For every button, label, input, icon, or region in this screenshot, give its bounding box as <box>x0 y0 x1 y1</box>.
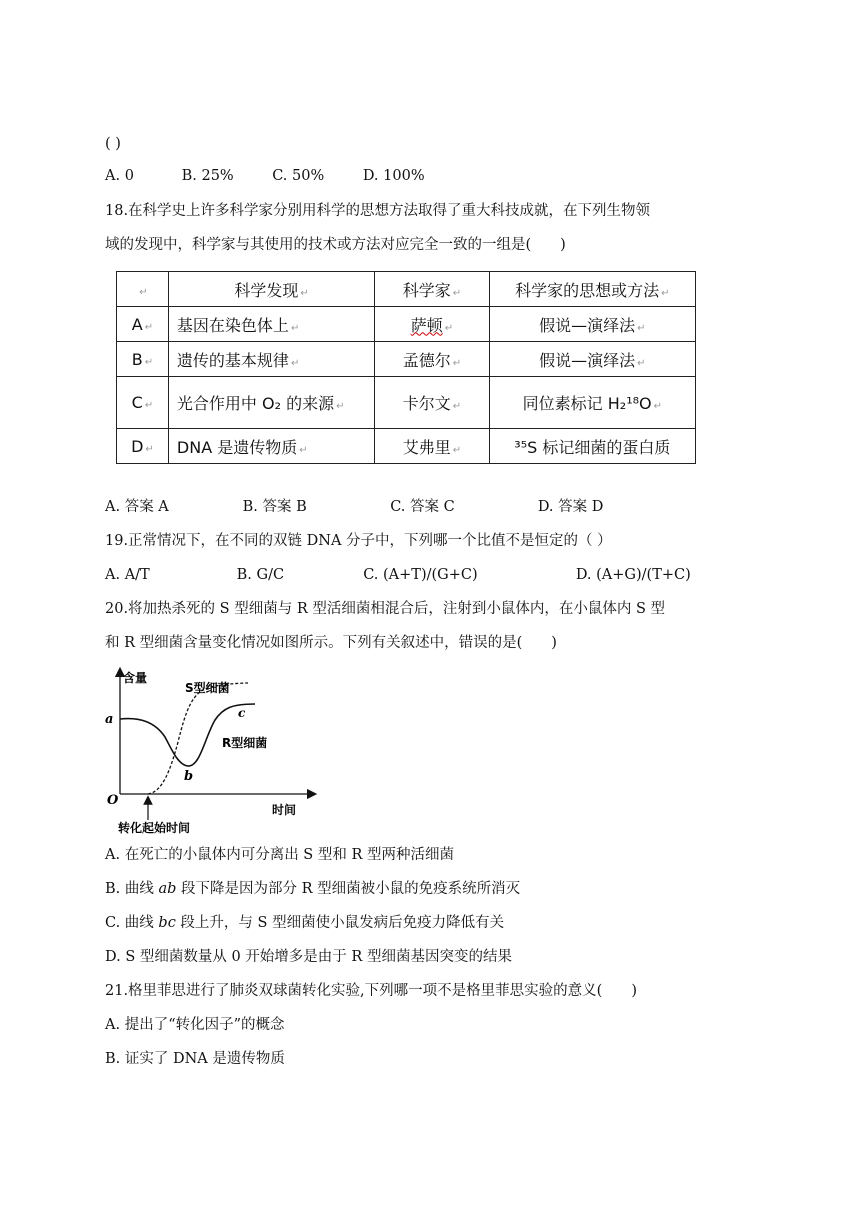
q18-option-d: D. 答案 D <box>537 499 604 515</box>
table-row <box>117 307 696 342</box>
q19-option-a: A. A/T <box>105 567 150 583</box>
q19-options <box>105 565 691 585</box>
q19-option-d: D. (A+G)/(T+C) <box>575 567 691 583</box>
row-discovery: 基因在染色体上 ↵ <box>168 307 374 342</box>
q18-table <box>116 271 696 464</box>
row-discovery: 遗传的基本规律 ↵ <box>168 342 374 377</box>
point-b-label: b <box>184 769 194 784</box>
q21-option-a: A. 提出了“转化因子”的概念 <box>105 1017 285 1033</box>
q18-option-c: C. 答案 C <box>390 499 455 515</box>
r-bacteria-curve <box>120 704 255 766</box>
q20-stem-line1: 20.将加热杀死的 S 型细菌与 R 型活细菌相混合后，注射到小鼠体内，在小鼠体内 S 型 <box>105 601 665 617</box>
row-scientist: 孟德尔 ↵ <box>375 342 490 377</box>
row-scientist: 艾弗里 ↵ <box>375 429 490 464</box>
row-label: B ↵ <box>117 342 169 377</box>
row-discovery: 光合作用中 O₂ 的来源 ↵ <box>168 377 374 429</box>
r-curve-label: R型细菌 <box>222 736 268 750</box>
row-method: 假说—演绎法 ↵ <box>489 307 695 342</box>
q20-option-d: D. S 型细菌数量从 0 开始增多是由于 R 型细菌基因突变的结果 <box>105 949 512 965</box>
q19-option-b: B. G/C <box>236 567 285 583</box>
origin-label: O <box>107 793 119 808</box>
header-scientist: 科学家 ↵ <box>375 272 490 307</box>
q19-option-c: C. (A+T)/(G+C) <box>363 567 478 583</box>
header-empty-cell: ↵ <box>117 272 169 307</box>
q17-option-a: A. 0 <box>105 168 134 184</box>
q21-option-b: B. 证实了 DNA 是遗传物质 <box>105 1051 285 1067</box>
q20-option-b: B. 曲线 ab 段下降是因为部分 R 型细菌被小鼠的免疫系统所消灭 <box>105 881 521 897</box>
q20-stem-line2: 和 R 型细菌含量变化情况如图所示。下列有关叙述中，错误的是( ) <box>105 635 557 651</box>
row-method: ³⁵S 标记细菌的蛋白质 <box>489 429 695 464</box>
row-discovery: DNA 是遗传物质 ↵ <box>168 429 374 464</box>
table-header-row <box>117 272 696 307</box>
q18-stem-line1: 18.在科学史上许多科学家分别用科学的思想方法取得了重大科技成就，在下列生物领 <box>105 203 651 219</box>
x-axis-label: 时间 <box>272 803 297 817</box>
table-row <box>117 342 696 377</box>
header-discovery: 科学发现 ↵ <box>168 272 374 307</box>
transform-start-label: 转化起始时间 <box>118 821 191 835</box>
q20-option-a: A. 在死亡的小鼠体内可分离出 S 型和 R 型两种活细菌 <box>105 847 454 863</box>
row-scientist: 卡尔文 ↵ <box>375 377 490 429</box>
row-method: 假说—演绎法 ↵ <box>489 342 695 377</box>
row-method: 同位素标记 H₂¹⁸O ↵ <box>489 377 695 429</box>
q19-stem: 19.正常情况下，在不同的双链 DNA 分子中，下列哪一个比值不是恒定的（ ） <box>105 533 612 549</box>
table-row <box>117 377 696 429</box>
row-label: D ↵ <box>117 429 169 464</box>
q21-stem: 21.格里菲思进行了肺炎双球菌转化实验,下列哪一项不是格里菲思实验的意义( ) <box>105 983 637 999</box>
table-row <box>117 429 696 464</box>
q18-options <box>105 497 603 517</box>
point-a-label: a <box>105 712 114 727</box>
q17-option-c: C. 50% <box>272 168 325 184</box>
y-axis-label: 含量 <box>123 671 148 685</box>
q17-paren: ( ) <box>105 136 121 152</box>
q18-option-b: B. 答案 B <box>242 499 307 515</box>
q18-option-a: A. 答案 A <box>105 499 169 515</box>
s-curve-label: S型细菌 <box>185 681 230 695</box>
q20-option-c: C. 曲线 bc 段上升，与 S 型细菌使小鼠发病后免疫力降低有关 <box>105 915 505 931</box>
q17-options <box>105 166 425 186</box>
header-method: 科学家的思想或方法 ↵ <box>489 272 695 307</box>
q17-option-b: B. 25% <box>181 168 234 184</box>
q17-option-d: D. 100% <box>362 168 425 184</box>
bacteria-content-graph <box>100 662 320 842</box>
q18-stem-line2: 域的发现中，科学家与其使用的技术或方法对应完全一致的一组是( ) <box>105 237 566 253</box>
row-label: C ↵ <box>117 377 169 429</box>
point-c-label: c <box>238 706 246 720</box>
row-scientist: 萨顿 ↵ <box>375 307 490 342</box>
row-label: A ↵ <box>117 307 169 342</box>
